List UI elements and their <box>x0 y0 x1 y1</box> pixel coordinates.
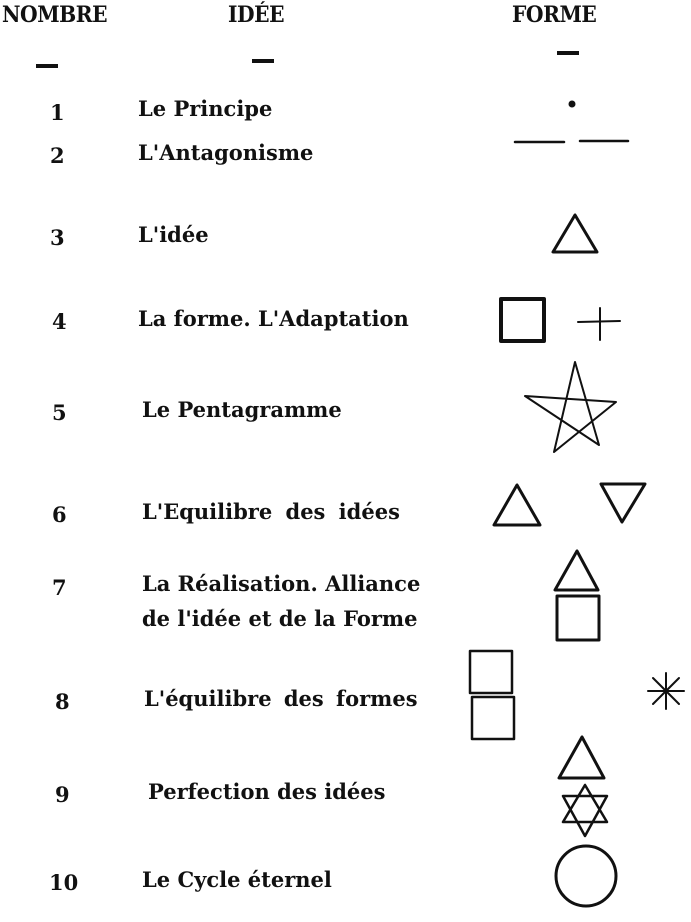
row-9-idea: Perfection des idées <box>148 779 386 804</box>
row-5-number: 5 <box>52 400 67 425</box>
row-3-number: 3 <box>50 225 65 250</box>
square-icon <box>501 299 544 341</box>
cross-icon <box>578 308 620 340</box>
header-idee: IDÉE <box>228 2 285 28</box>
row-10-number: 10 <box>49 870 79 895</box>
row-10-idea: Le Cycle éternel <box>142 867 332 892</box>
row-4-idea: La forme. L'Adaptation <box>138 306 409 331</box>
row-7-idea-line-1: La Réalisation. Alliance <box>142 571 421 596</box>
row-2-idea: L'Antagonisme <box>138 140 314 165</box>
header-forme: FORME <box>512 2 597 28</box>
asterisk-icon <box>648 673 684 709</box>
row-7-number: 7 <box>52 575 67 600</box>
point-icon <box>569 101 576 108</box>
triangle-down-icon <box>601 484 645 522</box>
row-8-idea: L'équilibre des formes <box>144 686 418 711</box>
two-lines-icon <box>515 141 628 142</box>
triangle-up-icon <box>494 485 540 525</box>
pentagram-icon <box>525 362 616 452</box>
row-6-idea: L'Equilibre des idées <box>142 499 400 524</box>
row-8-number: 8 <box>55 689 70 714</box>
triangle-icon-row-9 <box>559 737 604 778</box>
row-4-number: 4 <box>52 309 67 334</box>
hexagram-icon <box>563 785 607 836</box>
row-9-number: 9 <box>55 782 70 807</box>
header-nombre: NOMBRE <box>2 2 108 28</box>
row-1-idea: Le Principe <box>138 96 273 121</box>
two-squares-icon <box>470 651 514 739</box>
row-2-number: 2 <box>50 143 65 168</box>
circle-icon <box>556 846 616 906</box>
row-1-number: 1 <box>50 100 65 125</box>
triangle-icon <box>553 215 597 252</box>
row-7-idea-line-2: de l'idée et de la Forme <box>142 606 418 631</box>
row-3-idea: L'idée <box>138 222 209 247</box>
row-5-idea: Le Pentagramme <box>142 397 342 422</box>
triangle-over-square-icon <box>555 551 599 640</box>
row-6-number: 6 <box>52 502 67 527</box>
